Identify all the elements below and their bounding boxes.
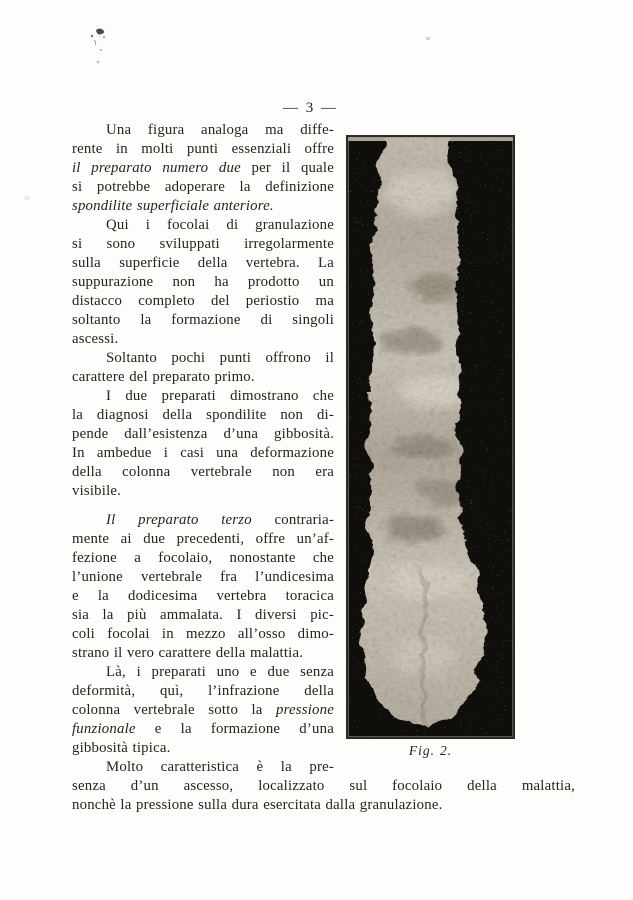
scan-speck bbox=[426, 37, 430, 40]
spine-photo-frame bbox=[346, 135, 515, 739]
text-line: nonchè la pressione sulla dura esercitata dalla granulazione. bbox=[72, 797, 443, 813]
text-line: visibile. bbox=[72, 483, 122, 499]
figure-caption: Fig. 2. bbox=[408, 743, 453, 758]
text-line: coli focolai in mezzo all’osso dimo- bbox=[72, 626, 334, 642]
scan-speck bbox=[24, 196, 30, 200]
text-line: carattere del preparato primo. bbox=[72, 369, 255, 385]
text-line: Molto caratteristica è la pre- bbox=[106, 759, 334, 775]
text-line: e la dodicesima vertebra toracica bbox=[72, 588, 334, 604]
text-line: funzionale e la formazione d’una bbox=[72, 721, 334, 737]
text-line: si sono sviluppati irregolarmente bbox=[72, 236, 334, 252]
text-line: Soltanto pochi punti offrono il bbox=[106, 350, 334, 366]
text-line: suppurazione non ha prodotto un bbox=[72, 274, 334, 290]
text-block bbox=[72, 121, 575, 815]
text-line: senza d’un ascesso, localizzato sul focolaio della malattia, bbox=[72, 778, 575, 794]
text-line: gibbosità tipica. bbox=[72, 740, 171, 756]
text-line: della colonna vertebrale non era bbox=[72, 464, 334, 480]
text-line: la diagnosi della spondilite non di- bbox=[72, 407, 334, 423]
text-line: spondilite superficiale anteriore. bbox=[72, 198, 274, 214]
text-line: pende dall’esistenza d’una gibbosità. bbox=[72, 426, 334, 442]
text-line: Qui i focolai di granulazione bbox=[106, 217, 334, 233]
paragraph bbox=[72, 758, 575, 815]
text-line: soltanto la formazione di singoli bbox=[72, 312, 334, 328]
text-line: il preparato numero due per il quale bbox=[72, 160, 334, 176]
text-line: fezione a focolaio, nonostante che bbox=[72, 550, 334, 566]
text-line: deformità, quì, l’infrazione della bbox=[72, 683, 334, 699]
text-line: mente ai due precedenti, offre un’af- bbox=[72, 531, 334, 547]
text-line: I due preparati dimostrano che bbox=[106, 388, 334, 404]
text-line: colonna vertebrale sotto la pressione bbox=[72, 702, 334, 718]
text-line: sulla superficie della vertebra. La bbox=[72, 255, 334, 271]
ink-smudge bbox=[84, 24, 118, 68]
text-line: rente in molti punti essenziali offre bbox=[72, 141, 334, 157]
text-line: sia la più ammalata. I diversi pic- bbox=[72, 607, 334, 623]
text-line: l’unione vertebrale fra l’undicesima bbox=[72, 569, 334, 585]
text-line: strano il vero carattere della malattia. bbox=[72, 645, 304, 661]
page-number: — 3 — bbox=[283, 100, 338, 116]
figure-2 bbox=[346, 135, 515, 760]
text-line: In ambedue i casi una deformazione bbox=[72, 445, 334, 461]
text-line: Una figura analoga ma diffe- bbox=[106, 122, 334, 138]
text-line: Il preparato terzo contraria- bbox=[106, 512, 335, 528]
text-line: distacco completo del periostio ma bbox=[72, 293, 334, 309]
text-line: Là, i preparati uno e due senza bbox=[106, 664, 334, 680]
spine-specimen-photo bbox=[348, 137, 513, 737]
text-line: ascessi. bbox=[72, 331, 119, 347]
text-line: si potrebbe adoperare la definizione bbox=[72, 179, 334, 195]
